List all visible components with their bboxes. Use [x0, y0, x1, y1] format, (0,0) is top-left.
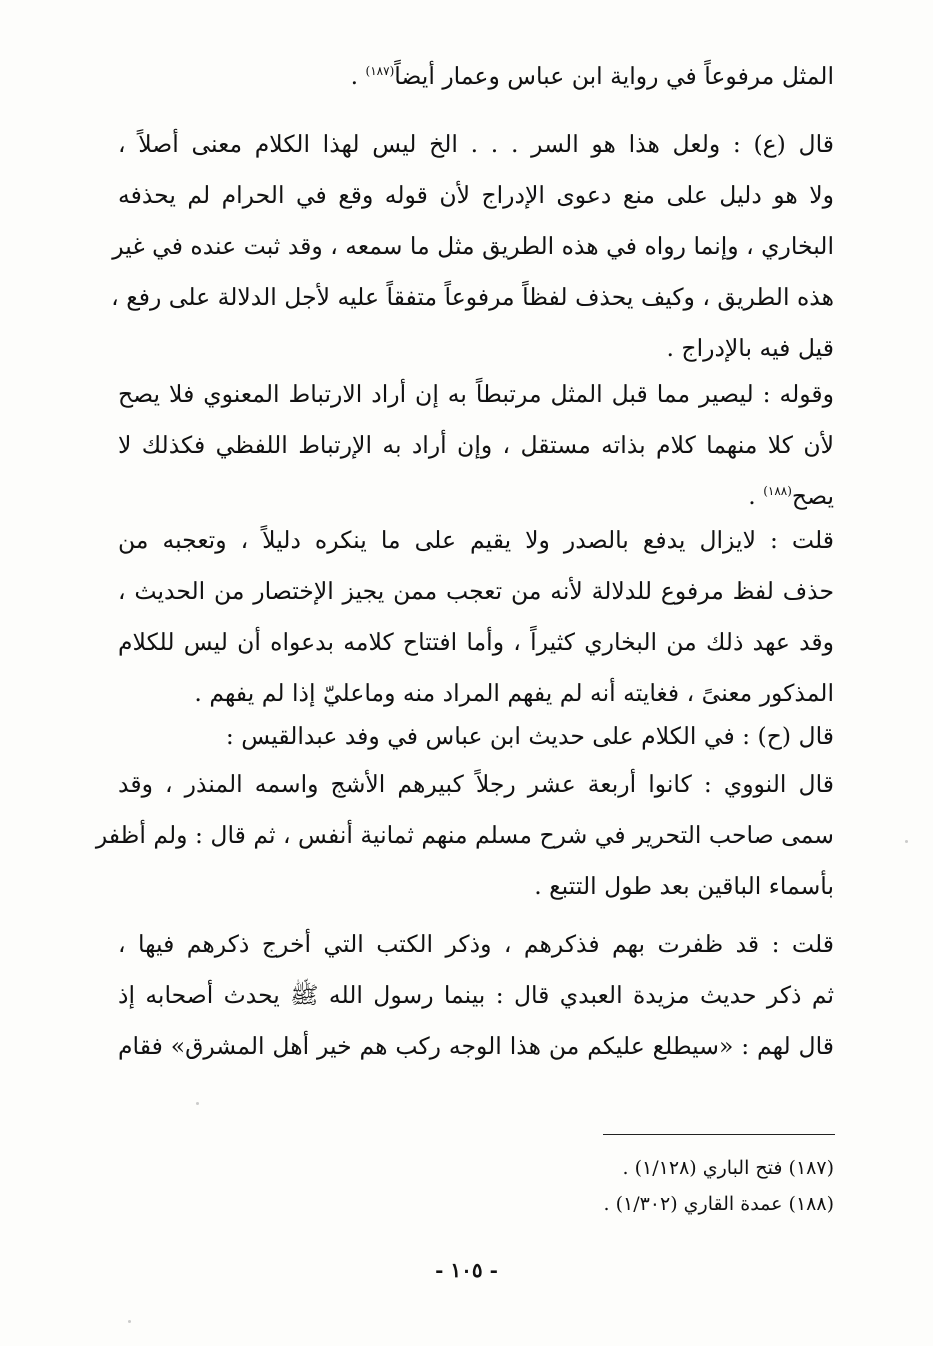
footnotes: [400, 1150, 834, 1222]
text-line: سمى صاحب التحرير في شرح مسلم منهم ثمانية أنفس ، ثم قال : ولم أظفر: [95, 821, 834, 849]
text-line: قال (ح) : في الكلام على حديث ابن عباس في وفد عبدالقيس :: [225, 722, 834, 750]
text-line: قيل فيه بالإدراج .: [666, 334, 834, 362]
footnote-separator: [603, 1134, 835, 1135]
page-number: - ١٠٥ -: [435, 1258, 498, 1282]
text-line: حذف لفظ مرفوع للدلالة لأنه من تعجب ممن يجيز الإختصار من الحديث ،: [118, 577, 834, 605]
text-line: قلت : لايزال يدفع بالصدر ولا يقيم على ما ينكره دليلاً ، وتعجبه من: [118, 526, 834, 554]
paragraph-7: [118, 930, 834, 1083]
paper-speck: [128, 1320, 131, 1323]
text-line-tail: .: [350, 62, 366, 90]
text-line: قال لهم : «سيطلع عليكم من هذا الوجه ركب هم خير أهل المشرق» فقام: [118, 1032, 834, 1060]
footnote-reference: (١٨٨): [763, 484, 792, 499]
text-line: قال (ع) : ولعل هذا هو السر . . . الخ ليس لهذا الكلام معنى أصلاً ،: [118, 130, 834, 158]
paper-speck: [905, 840, 908, 843]
footnote-reference: (١٨٧): [365, 64, 395, 79]
text-line: ولا هو دليل على منع دعوى الإدراج لأن قوله وقع في الحرام لم يحذفه: [118, 181, 834, 209]
paragraph-5: [118, 722, 834, 773]
text-line: المذكور معنىً ، فغايته أنه لم يفهم المراد منه وماعليّ إذا لم يفهم .: [194, 679, 834, 707]
footnote-188: (١٨٨) عمدة القاري (١/٣٠٢) .: [603, 1193, 834, 1215]
text-line-content: يصح: [791, 482, 834, 510]
text-line: بأسماء الباقين بعد طول التتبع .: [534, 872, 834, 900]
text-line-content: المثل مرفوعاً في رواية ابن عباس وعمار أيضاً: [394, 62, 834, 90]
paragraph-1: [118, 62, 834, 113]
text-line-tail: .: [748, 482, 764, 510]
text-line: قال النووي : كانوا أربعة عشر رجلاً كبيرهم الأشج واسمه المنذر ، وقد: [118, 770, 834, 798]
text-line: وقد عهد ذلك من البخاري كثيراً ، وأما افتتاح كلامه بدعواه أن ليس للكلام: [118, 628, 834, 656]
paragraph-2: [111, 130, 834, 385]
text-line: [118, 62, 834, 113]
text-line: ثم ذكر حديث مزيدة العبدي قال : بينما رسول الله ﷺ يحدث أصحابه إذ: [118, 981, 834, 1009]
text-line: لأن كلا منهما كلام بذاته مستقل ، وإن أراد به الإرتباط اللفظي فكذلك لا: [118, 431, 834, 459]
text-line: قلت : قد ظفرت بهم فذكرهم ، وذكر الكتب التي أخرج ذكرهم فيها ،: [118, 930, 834, 958]
paragraph-6: [95, 770, 834, 923]
paragraph-3: [118, 380, 834, 533]
text-line: وقوله : ليصير مما قبل المثل مرتبطاً به إن أراد الارتباط المعنوي فلا يصح: [118, 380, 834, 408]
paragraph-4: [118, 526, 834, 730]
footnote-187: (١٨٧) فتح الباري (١/١٢٨) .: [622, 1157, 834, 1179]
paper-speck: [196, 1102, 199, 1105]
text-line: هذه الطريق ، وكيف يحذف لفظاً مرفوعاً متفقاً عليه لأجل الدلالة على رفع ،: [111, 283, 834, 311]
text-line: البخاري ، وإنما رواه في هذه الطريق مثل ما سمعه ، وقد ثبت عنده في غير: [112, 232, 834, 260]
